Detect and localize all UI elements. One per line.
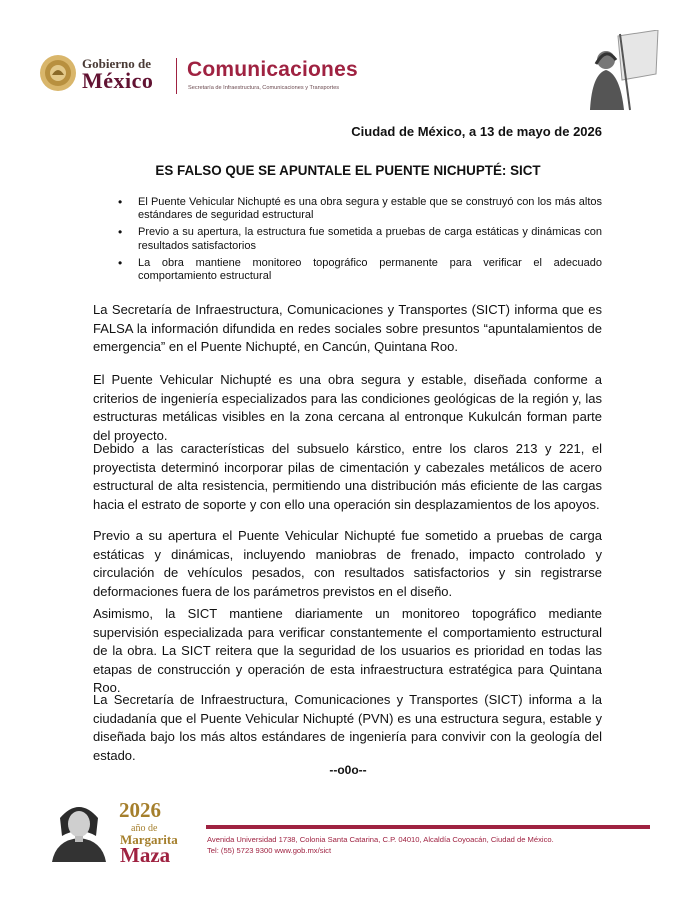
body-paragraph: Previo a su apertura el Puente Vehicular Nichupté fue sometido a pruebas de carga estáticas y dinámicas, incluyendo maniobras de frenado, impacto controlado y circulación de vehículos pesados, con resultados satisfactorios y sin registrarse deformaciones fuera de los parámetros previstos en el diseño. — [93, 528, 602, 599]
body-paragraph: Debido a las características del subsuelo kárstico, entre los claros 213 y 221, el proyectista determinó incorporar pilas de cimentación y cabezales metálicos de acero estructural de alta resistencia, permitiendo una distribución más eficiente de las cargas hacia el estrato de soporte y con ello una operación sin desplazamientos de los apoyos. — [93, 441, 602, 512]
press-release-title: ES FALSO QUE SE APUNTALE EL PUENTE NICHUPTÉ: SICT — [155, 163, 541, 178]
footer-address: Avenida Universidad 1738, Colonia Santa Catarina, C.P. 04010, Alcaldía Coyoacán, Ciudad de México. — [207, 835, 554, 844]
agency-subtitle: Secretaría de Infraestructura, Comunicaciones y Transportes — [188, 85, 340, 91]
margarita-maza-portrait-icon — [46, 796, 112, 862]
body-paragraph: La Secretaría de Infraestructura, Comunicaciones y Transportes (SICT) informa a la ciudadanía que el Puente Vehicular Nichupté (PVN) es una estructura segura, estable y diseñada bajo los más altos estándares de ingeniería para convivir con la geología del estado. — [93, 692, 602, 763]
commemorative-first-name: Margarita — [120, 832, 178, 847]
flag-bearer-illustration-icon — [578, 30, 662, 112]
commemorative-last-name: Maza — [120, 843, 171, 867]
body-paragraph: La Secretaría de Infraestructura, Comunicaciones y Transportes (SICT) informa que es FALSA la información difundida en redes sociales sobre presuntos “apuntalamientos de emergencia” en el Puente Nichupté, en Cancún, Quintana Roo. — [93, 302, 602, 355]
body-paragraph: Asimismo, la SICT mantiene diariamente un monitoreo topográfico mediante supervisión especializada para verificar constantemente el comportamiento estructural de la obra. La SICT reitera que la seguridad de los usuarios es prioridad en todas las etapas de construcción y operación de esta infraestructura estratégica para Quintana Roo. — [93, 606, 602, 696]
header-divider — [176, 58, 177, 94]
coat-of-arms-seal-icon — [38, 53, 78, 93]
date-line: Ciudad de México, a 13 de mayo de 2026 — [351, 124, 602, 139]
footer-rule — [206, 825, 650, 829]
gov-label-small: Gobierno de — [82, 56, 151, 71]
gov-label-big: México — [82, 68, 154, 93]
key-point: • Previo a su apertura, la estructura fue sometida a pruebas de carga estáticas y dinámicas con resultados satisfactorios — [108, 226, 602, 252]
commemorative-year-of: año de — [131, 823, 158, 834]
footer-contact: Tel: (55) 5723 9300 www.gob.mx/sict — [207, 846, 332, 855]
signoff-mark: --o0o-- — [329, 763, 367, 777]
commemorative-year: 2026 — [119, 798, 161, 822]
agency-title: Comunicaciones — [187, 58, 358, 81]
key-point: • El Puente Vehicular Nichupté es una obra segura y estable que se construyó con los más altos estándares de seguridad estructural — [108, 196, 602, 222]
key-point: • La obra mantiene monitoreo topográfico permanente para verificar el adecuado comportamiento estructural — [108, 257, 602, 283]
key-points-list — [108, 196, 602, 287]
body-paragraph: El Puente Vehicular Nichupté es una obra segura y estable, diseñada conforme a criterios de ingeniería especializados para las condiciones geológicas de la región y, las estructuras metálicas visibles en la zona cercana al entronque Kukulcán forman parte del proyecto. — [93, 372, 602, 443]
